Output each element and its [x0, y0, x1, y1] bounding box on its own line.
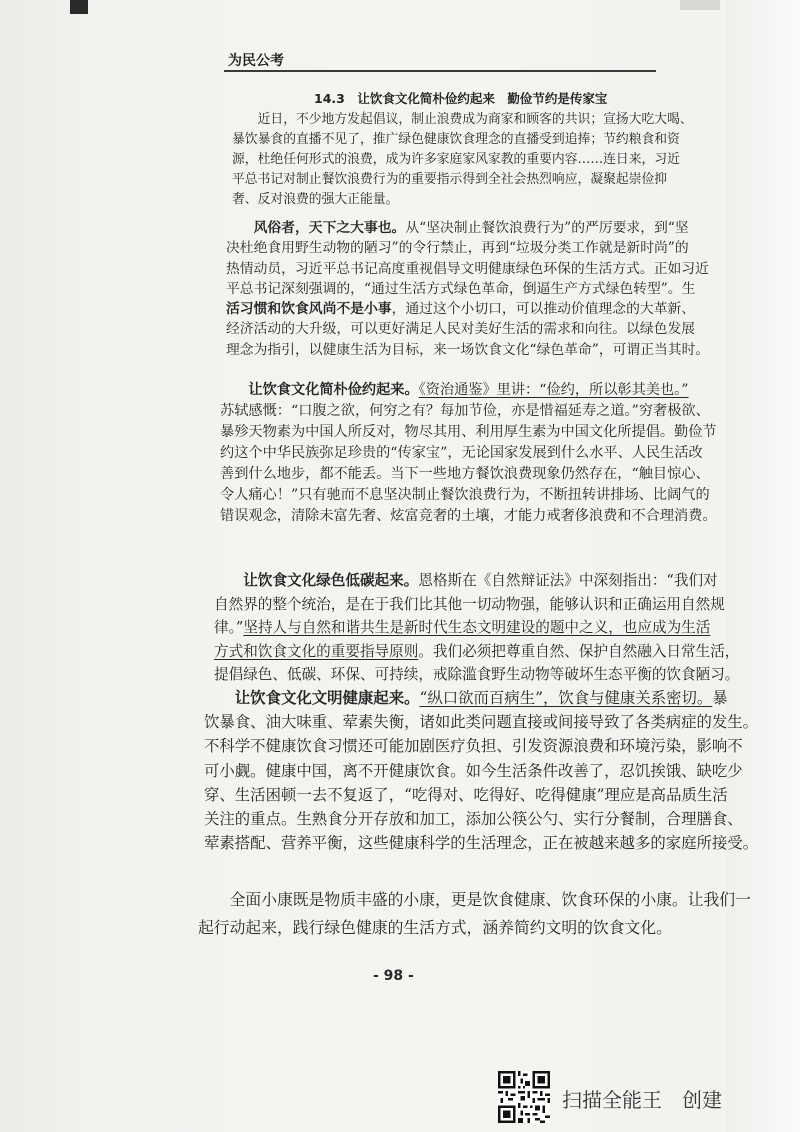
text-line: 热情动员，习近平总书记高度重视倡导文明健康绿色环保的生活方式。正如习近 [226, 260, 709, 277]
text-run: 暴 [712, 689, 728, 707]
page-edge-shadow [726, 0, 800, 1132]
scan-corner-tab [680, 0, 720, 10]
paragraph-healthy [204, 686, 758, 855]
text-run: ，通过这个小切口，可以推动价值理念的大革新、 [391, 301, 696, 318]
page-number: - 98 - [373, 968, 414, 984]
text-line: 决杜绝食用野生动物的陋习”的令行禁止，再到“垃圾分类工作就是新时尚”的 [226, 240, 689, 257]
text-line [204, 686, 758, 710]
text-line: 暴饮暴食的直播不见了，推广绿色健康饮食理念的直播受到追捧；节约粮食和资 [232, 132, 680, 147]
header-divider [224, 70, 656, 72]
text-line [226, 299, 709, 319]
underlined-quote: 《资治通鉴》里讲：“俭约，所以彰其美也。” [418, 382, 689, 398]
text-line: 饮暴食、油大味重、荤素失衡，诸如此类问题直接或间接导致了各类病症的发生。 [204, 713, 759, 732]
text-line: 提倡绿色、低碳、环保、可持续，戒除滥食野生动物等破坏生态平衡的饮食陋习。 [214, 666, 740, 683]
text-line: 关注的重点。生熟食分开存放和加工，添加公筷公勺、实行分餐制，合理膳食、 [204, 810, 743, 829]
bold-lead: 让饮食文化文明健康起来。 [204, 689, 420, 707]
text-line: 约这个中华民族弥足珍贵的“传家宝”，无论国家发展到什么水平、人民生活改 [220, 445, 703, 461]
text-line: 可小觑。健康中国，离不开健康饮食。如今生活条件改善了，忍饥挨饿、缺吃少 [204, 761, 743, 780]
bold-run: 活习惯和饮食风尚不是小事 [226, 301, 392, 318]
text-line: 穿、生活困顿一去不复返了，“吃得对、吃得好、吃得健康”理应是高品质生活 [204, 785, 728, 804]
section-title: 14.3 让饮食文化简朴俭约起来 勤俭节约是传家宝 [314, 91, 608, 106]
text-line: 荤素搭配、营养平衡，这些健康科学的生活理念，正在被越来越多的家庭所接受。 [204, 834, 759, 853]
qr-code-icon [498, 1071, 550, 1123]
text-line: 平总书记深刻强调的，“通过生活方式绿色革命，倒逼生产方式绿色转型”。生 [226, 280, 696, 297]
text-line [214, 569, 739, 593]
text-run: 。我们必须把尊重自然、保护自然融入日常生活， [418, 642, 740, 660]
underlined-run: 方式和饮食文化的重要指导原则 [214, 642, 419, 660]
text-run: 恩格斯在《自然辩证法》中深刻指出：“我们对 [418, 572, 718, 589]
text-line: 全面小康既是物质丰盛的小康，更是饮食健康、饮食环保的小康。让我们一 [198, 890, 751, 909]
scan-corner-mark [70, 0, 88, 14]
text-line: 奢、反对浪费的强大正能量。 [232, 192, 399, 207]
text-line [220, 380, 717, 401]
bold-lead: 风俗者，天下之大事也。 [226, 220, 406, 236]
bold-lead: 让饮食文化绿色低碳起来。 [214, 572, 419, 589]
text-line [214, 616, 739, 640]
text-line: 平总书记对制止餐饮浪费行为的重要指示得到全社会热烈响应，凝聚起崇俭抑 [232, 172, 668, 187]
text-line: 不科学不健康饮食习惯还可能加剧医疗负担、引发资源浪费和环境污染，影响不 [204, 737, 743, 756]
text-line: 苏轼感慨：“口腹之欲，何穷之有？每加节俭，亦是惜福延寿之道。”穷奢极欲、 [220, 403, 710, 419]
text-line [226, 218, 709, 238]
text-line: 自然界的整个统治，是在于我们比其他一切动物强，能够认识和正确运用自然规 [214, 595, 725, 613]
text-line: 理念为指引，以健康生活为目标，来一场饮食文化“绿色革命”，可谓正当其时。 [226, 341, 710, 358]
text-line: 令人痛心！”只有驰而不息坚决制止餐饮浪费行为，不断扭转讲排场、比阔气的 [220, 487, 710, 503]
text-run: 律。” [214, 619, 244, 636]
scanner-watermark: 扫描全能王 创建 [562, 1088, 722, 1112]
text-line: 源，杜绝任何形式的浪费，成为许多家庭家风家教的重要内容……连日来，习近 [232, 152, 680, 167]
text-line [214, 640, 739, 664]
underlined-quote: “纵口欲而百病生”，饮食与健康关系密切。 [419, 689, 713, 707]
running-header: 为民公考 [228, 53, 284, 69]
bold-lead: 让饮食文化简朴俭约起来。 [220, 382, 419, 398]
paragraph-intro [232, 110, 693, 210]
text-line: 近日，不少地方发起倡议，制止浪费成为商家和顾客的共识；宣扬大吃大喝、 [232, 112, 693, 127]
text-run: 从“坚决制止餐饮浪费行为”的严厉要求，到“坚 [405, 220, 689, 236]
text-line: 暴殄天物素为中国人所反对，物尽其用、利用厚生素为中国文化所提倡。勤俭节 [220, 424, 717, 440]
paragraph-frugal [220, 380, 717, 527]
text-line: 起行动起来，践行绿色健康的生活方式，涵养简约文明的饮食文化。 [198, 918, 672, 937]
text-line: 善到什么地步，都不能丢。当下一些地方餐饮浪费现象仍然存在，“触目惊心、 [220, 466, 710, 482]
paragraph-customs [226, 218, 709, 360]
paragraph-conclusion [198, 886, 751, 942]
paragraph-green [214, 569, 739, 687]
text-line: 经济活动的大升级，可以更好满足人民对美好生活的需求和向往。以绿色发展 [226, 321, 696, 338]
text-line: 错误观念，清除未富先奢、炫富竞奢的土壤，才能力戒奢侈浪费和不合理消费。 [220, 508, 717, 524]
underlined-run: 坚持人与自然和谐共生是新时代生态文明建设的题中之义，也应成为生活 [243, 619, 711, 636]
